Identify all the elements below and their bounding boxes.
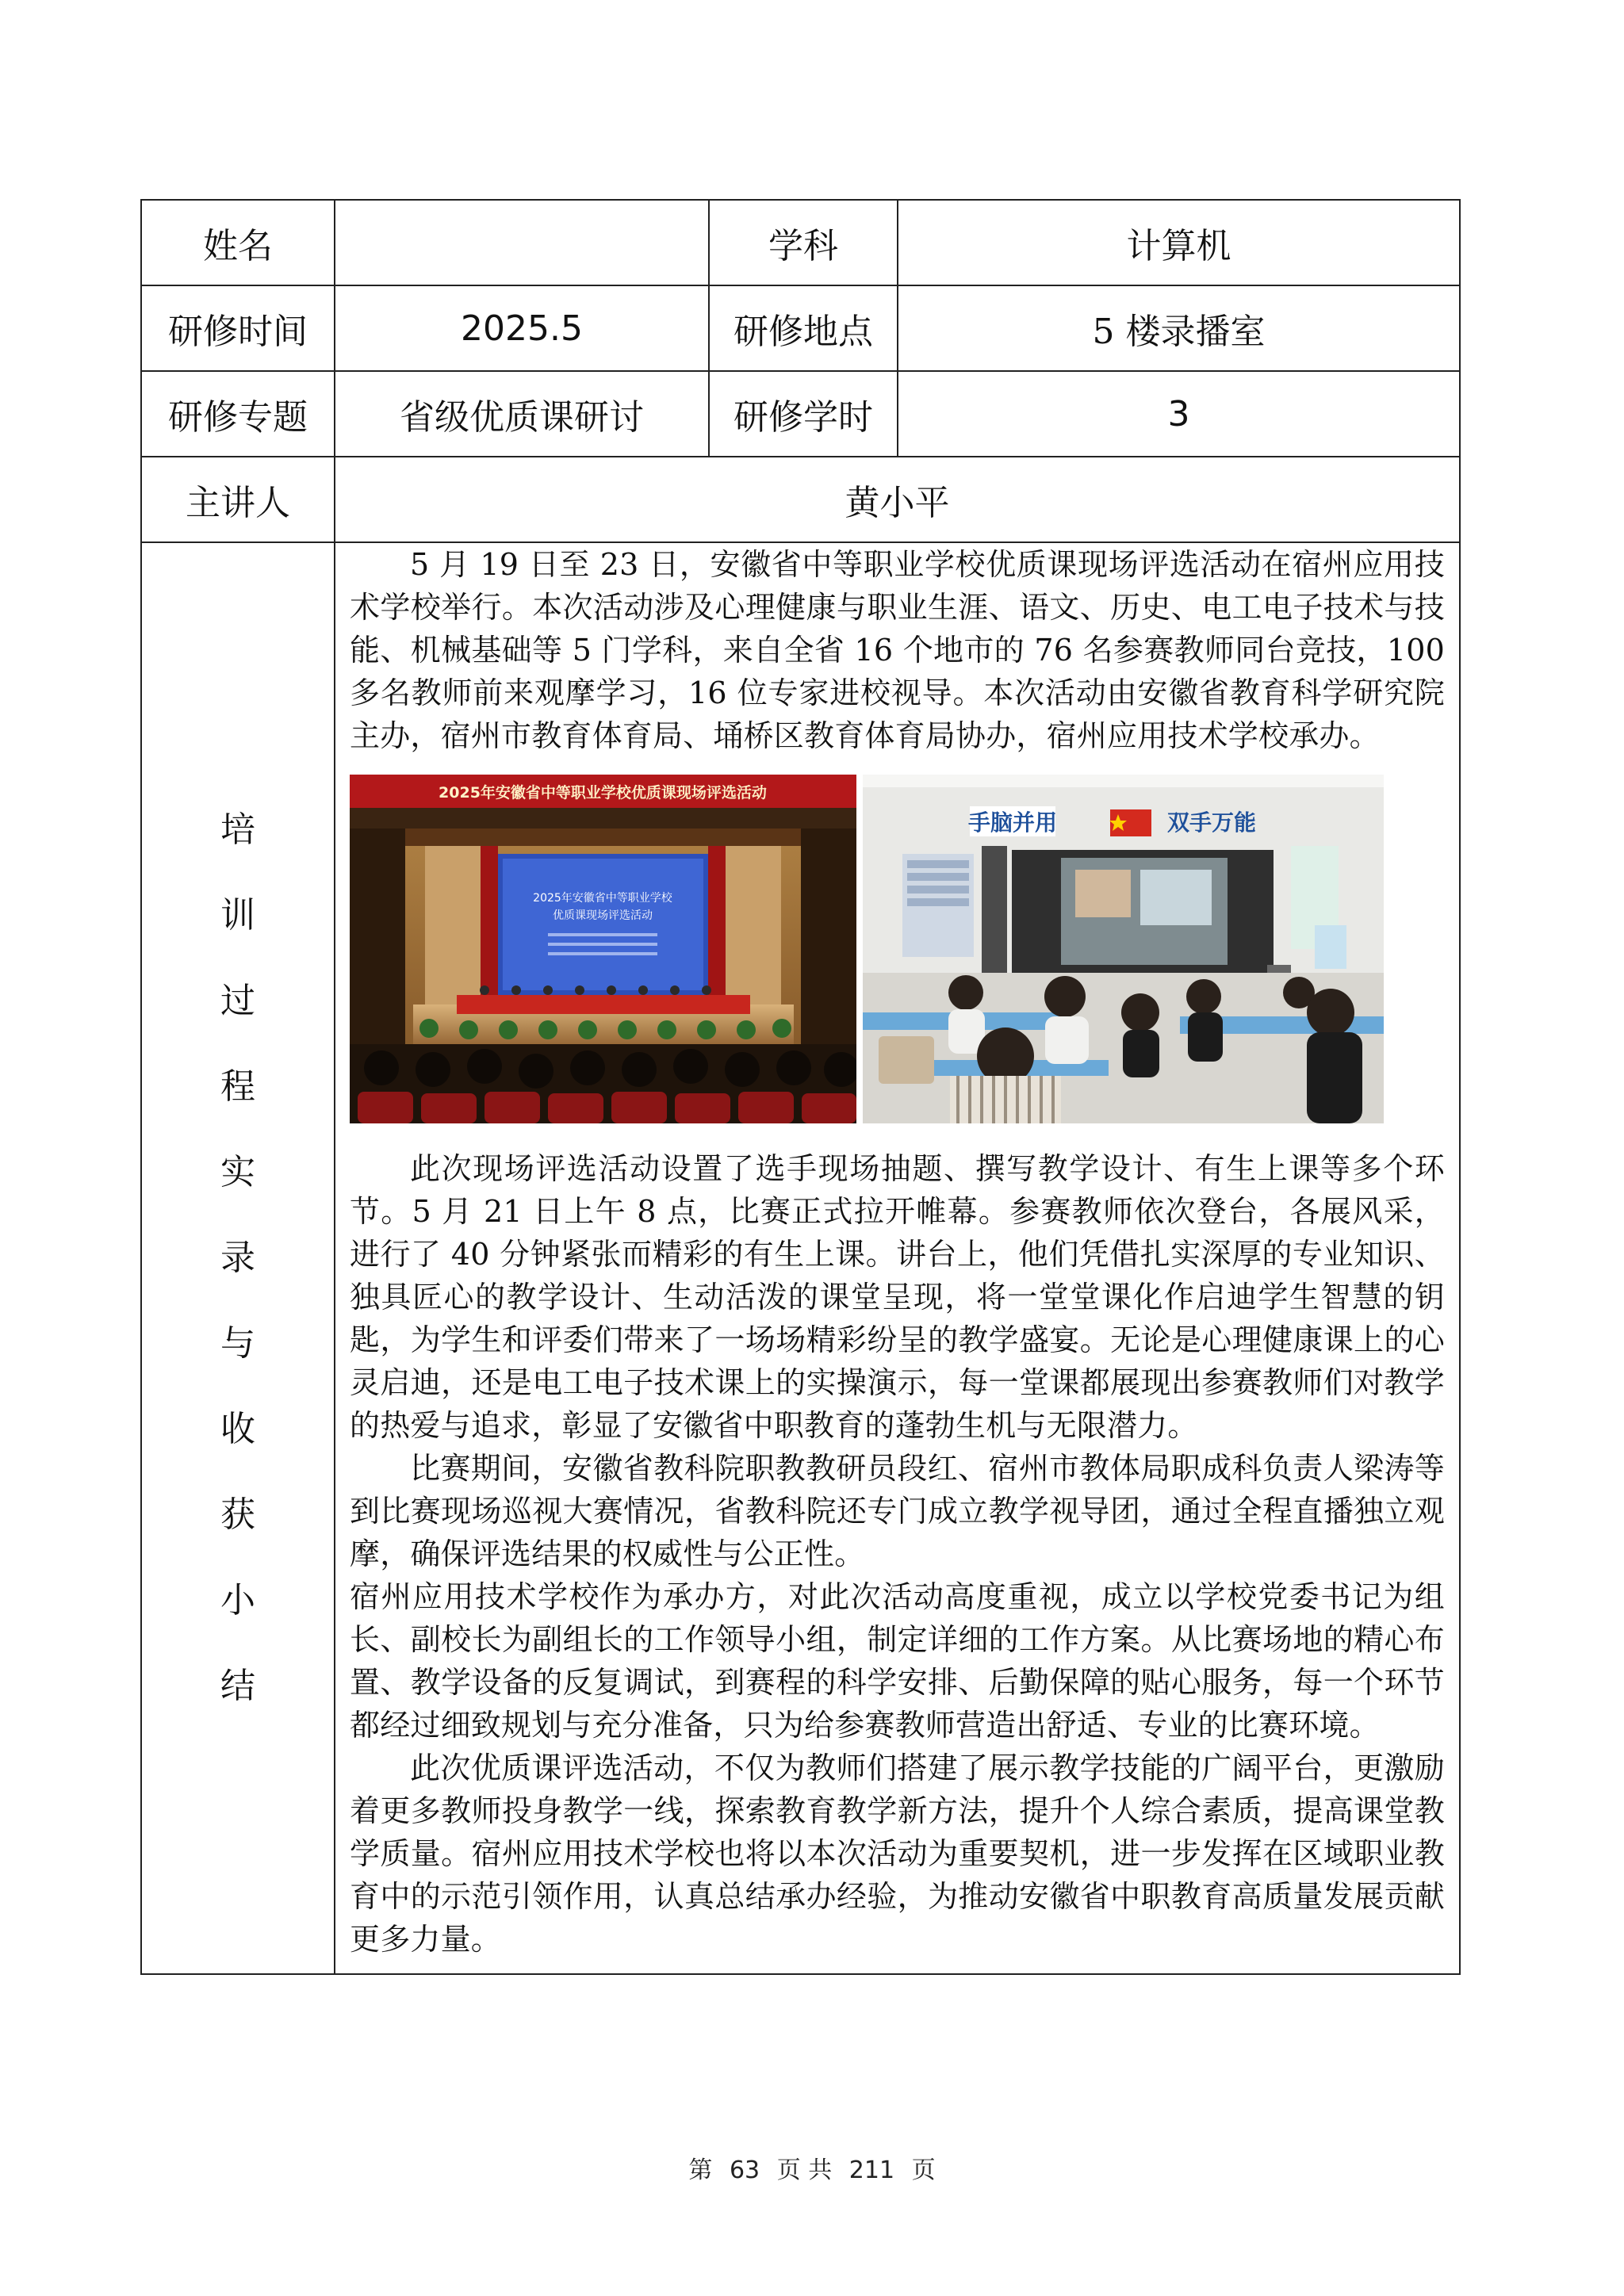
label-subject: 学科: [709, 200, 898, 285]
section-label-char: 训: [220, 895, 255, 936]
content-row: [141, 542, 1460, 1974]
section-label-char: 与: [220, 1323, 255, 1364]
header-row-time: [141, 285, 1460, 371]
slogan-left-text: 手脑并用: [967, 809, 1058, 836]
label-study-location: 研修地点: [709, 285, 898, 371]
header-row-topic: [141, 371, 1460, 457]
slogan-right-text: 双手万能: [1166, 809, 1257, 836]
section-label-char: 培: [220, 809, 255, 850]
header-row-name: [141, 200, 1460, 285]
label-study-hours: 研修学时: [709, 371, 898, 457]
value-subject: 计算机: [898, 200, 1460, 285]
section-label-char: 小: [220, 1580, 255, 1621]
current-page-number: 63: [729, 2156, 760, 2184]
header-row-speaker: [141, 457, 1460, 542]
section-label-char: 收: [220, 1409, 255, 1449]
training-record-table: [140, 199, 1461, 1975]
intro-paragraph: 5 月 19 日至 23 日，安徽省中等职业学校优质课现场评选活动在宿州应用技术学校举行。本次活动涉及心理健康与职业生涯、语文、历史、电工电子技术与技能、机械基础等 5 门学科，来自全省 16 个地市的 76 名参赛教师同台竞技，100 多名教师前来观摩学习，16 位专家进校视导。本次活动由安徽省教育科学研究院主办，宿州市教育体育局、埇桥区教育体育局协办，宿州应用技术学校承办。: [350, 547, 1445, 753]
page-footer: [0, 2150, 1624, 2185]
content-paragraph: 比赛期间，安徽省教科院职教教研员段红、宿州市教体局职成科负责人梁涛等到比赛现场巡视大赛情况，省教科院还专门成立教学视导团，通过全程直播独立观摩，确保评选结果的权威性与公正性。: [350, 1451, 1445, 1571]
photo-row: [350, 775, 1445, 1123]
section-label: [141, 542, 335, 1974]
auditorium-photo: [350, 775, 856, 1123]
auditorium-banner-text: 2025年安徽省中等职业学校优质课现场评选活动: [439, 784, 767, 802]
section-label-char: 过: [220, 981, 255, 1021]
value-study-topic: 省级优质课研讨: [335, 371, 709, 457]
label-study-time: 研修时间: [141, 285, 335, 371]
label-study-topic: 研修专题: [141, 371, 335, 457]
total-page-count: 211: [848, 2156, 895, 2184]
section-label-char: 录: [220, 1238, 255, 1278]
screen-title-line1: 2025年安徽省中等职业学校: [533, 892, 672, 905]
value-speaker: 黄小平: [335, 457, 1460, 542]
footer-middle: 页 共: [776, 2156, 833, 2184]
value-name: [335, 200, 709, 285]
training-content: [335, 542, 1460, 1974]
value-study-time: 2025.5: [335, 285, 709, 371]
classroom-photo: [863, 775, 1384, 1123]
section-label-char: 实: [220, 1152, 255, 1192]
value-study-hours: 3: [898, 371, 1460, 457]
content-paragraph: 此次优质课评选活动，不仅为教师们搭建了展示教学技能的广阔平台，更激励着更多教师投身教学一线，探索教育教学新方法，提升个人综合素质，提高课堂教学质量。宿州应用技术学校也将以本次活动为重要契机，进一步发挥在区域职业教育中的示范引领作用，认真总结承办经验，为推动安徽省中职教育高质量发展贡献更多力量。: [350, 1751, 1445, 1957]
label-speaker: 主讲人: [141, 457, 335, 542]
footer-suffix: 页: [911, 2156, 936, 2184]
screen-title-line2: 优质课现场评选活动: [553, 909, 653, 922]
footer-prefix: 第: [688, 2156, 713, 2184]
content-paragraph: 宿州应用技术学校作为承办方，对此次活动高度重视，成立以学校党委书记为组长、副校长为副组长的工作领导小组，制定详细的工作方案。从比赛场地的精心布置、教学设备的反复调试，到赛程的科学安排、后勤保障的贴心服务，每一个环节都经过细致规划与充分准备，只为给参赛教师营造出舒适、专业的比赛环境。: [350, 1579, 1445, 1743]
label-name: 姓名: [141, 200, 335, 285]
value-study-location: 5 楼录播室: [898, 285, 1460, 371]
section-label-char: 程: [220, 1066, 255, 1107]
content-paragraph: 此次现场评选活动设置了选手现场抽题、撰写教学设计、有生上课等多个环节。5 月 21 日上午 8 点，比赛正式拉开帷幕。参赛教师依次登台，各展风采，进行了 40 分钟紧张而精彩的有生上课。讲台上，他们凭借扎实深厚的专业知识、独具匠心的教学设计、生动活泼的课堂呈现，将一堂堂课化作启迪学生智慧的钥匙，为学生和评委们带来了一场场精彩纷呈的教学盛宴。无论是心理健康课上的心灵启迪，还是电工电子技术课上的实操演示，每一堂课都展现出参赛教师们对教学的热爱与追求，彰显了安徽省中职教育的蓬勃生机与无限潜力。: [350, 1151, 1445, 1443]
section-label-char: 获: [220, 1494, 255, 1535]
section-label-char: 结: [220, 1666, 255, 1706]
